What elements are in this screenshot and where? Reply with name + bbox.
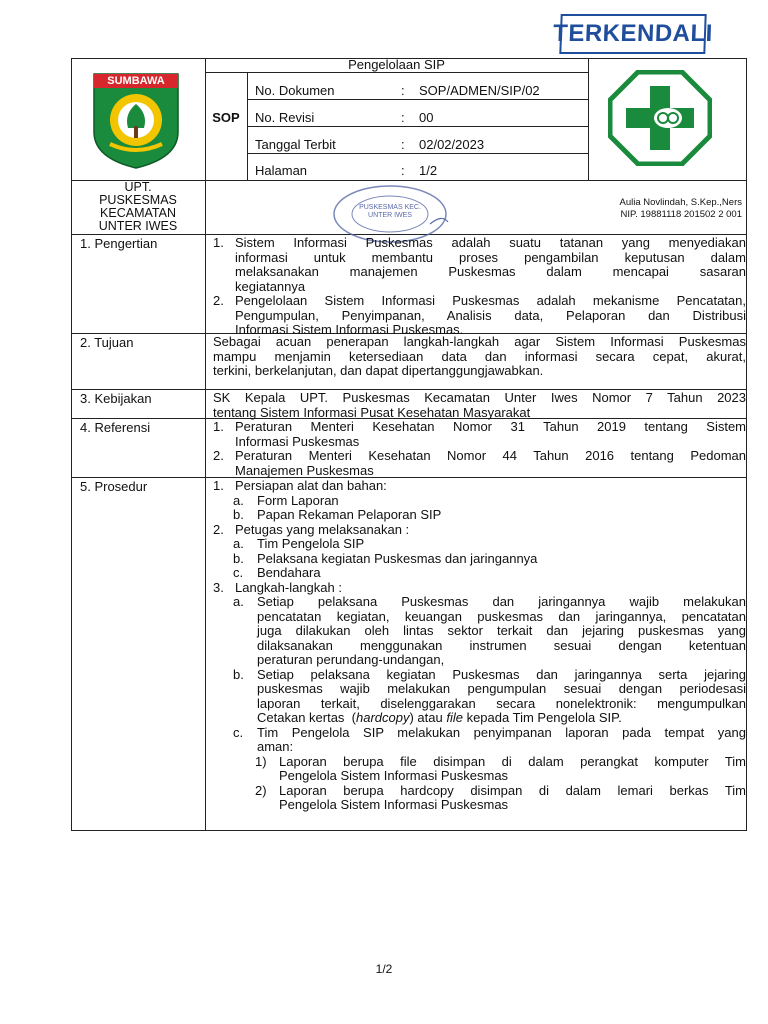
section-label-kebijakan: 3. Kebijakan [80,391,152,406]
signer-nip: NIP. 19881118 201502 2 001 [620,209,742,220]
text-line: Sistem Informasi Puskesmas adalah suatu tatanan yang menyediakan [235,235,746,250]
list-item [213,420,746,449]
text-line: Persiapan alat dan bahan: [235,478,387,493]
table-border-left [71,58,72,831]
text-line: mampu menjamin ketersediaan data dan informasi secara cepat, akurat, [213,348,746,364]
signer-block [619,197,742,221]
list-number: 1. [213,478,224,493]
text-line: Langkah-langkah : [235,579,342,595]
list-number: b. [233,507,244,522]
text-fragment-italic: hardcopy [356,710,410,725]
meta-label: No. Dokumen [255,83,335,98]
meta-sep: : [401,110,405,125]
text-line: kegiatannya [235,278,306,294]
text-line: Peraturan Menteri Kesehatan Nomor 44 Tahun 2016 tentang Pedoman [235,448,746,463]
text-fragment: Cetakan kertas ( [257,710,356,725]
kebijakan-content [213,391,746,420]
meta-value: 02/02/2023 [419,137,485,152]
list-number: 1. [213,235,224,250]
meta-value: SOP/ADMEN/SIP/02 [419,83,540,98]
org-name [71,181,205,233]
list-item [213,552,746,567]
list-number: 1) [255,753,267,769]
signer-name: Aulia Novlindah, S.Kep.,Ners [619,197,742,208]
list-item [213,726,746,755]
page-number: 1/2 [375,962,393,976]
text-line: Tim Pengelola SIP melakukan penyimpanan laporan pada tempat yang [257,724,746,740]
meta-label: Tanggal Terbit [255,137,336,152]
list-number: 2. [213,521,224,537]
list-number: a. [233,492,244,508]
org-name-line: KECAMATAN [100,206,176,220]
org-name-line: PUSKESMAS [99,193,177,207]
label-column-divider [205,58,206,831]
referensi-content [213,420,746,478]
text-line: Laporan berupa file disimpan di dalam perangkat komputer Tim [279,753,746,769]
text-fragment: kepada Tim Pengelola SIP. [462,710,622,725]
list-item [213,479,746,494]
list-item [213,449,746,478]
text-line: melaksanakan manajemen Puskesmas dalam mencapai sasaran [235,264,746,279]
text-line: tentang Sistem Informasi Pusat Kesehatan Masyarakat [213,404,531,420]
text-line: Pengelola Sistem Informasi Puskesmas [279,797,509,812]
list-item [213,595,746,668]
meta-sep: : [401,163,405,178]
tujuan-content [213,335,746,379]
text-line: laporan terkait, diselenggarakan secara nonelektronik: mengumpulkan [257,695,746,711]
meta-label: Halaman [255,163,308,178]
text-line: terkini, berkelanjutan, dan dapat dipertanggungjawabkan. [213,363,544,378]
text-line: aman: [257,739,294,754]
text-line: puskesmas wajib melakukan pengumpulan sesuai dengan periodesasi [257,681,746,696]
list-item [213,508,746,523]
text-line: Manajemen Puskesmas [235,462,374,478]
section-label-tujuan: 2. Tujuan [80,335,134,350]
list-item [213,784,746,813]
text-line: Setiap pelaksana kegiatan Puskesmas dan jaringannya serta jejaring [257,666,746,682]
document-title: Pengelolaan SIP [348,57,445,72]
title-row-divider [205,72,588,73]
meta-value: 00 [419,110,434,125]
sumbawa-logo-text: SUMBAWA [107,75,165,87]
list-item [213,566,746,581]
text-line: informasi untuk membantu proses pengambilan keputusan dalam [235,249,746,265]
list-item [213,668,746,726]
table-border-right [746,58,747,831]
text-line: Tim Pengelola SIP [257,536,365,551]
text-line: Informasi Sistem Informasi Puskesmas. [235,322,464,337]
seal-text: PUSKESMAS KEC. UNTER IWES [359,204,421,219]
text-line: Bendahara [257,565,321,580]
section-label-pengertian: 1. Pengertian [80,236,158,251]
section-label-referensi: 4. Referensi [80,420,151,435]
text-line: Laporan berupa hardcopy disimpan di dalam lemari berkas Tim [279,782,746,798]
list-number: a. [233,536,244,551]
list-number: b. [233,666,244,682]
meta-sep: : [401,83,405,98]
terkendali-stamp: TERKENDALI [559,14,706,54]
list-item [213,755,746,784]
meta-sep: : [401,137,405,152]
list-number: 1. [213,419,224,434]
list-number: b. [233,550,244,566]
table-border-bottom [71,830,747,831]
sumbawa-logo [90,70,182,170]
text-line: Pengelola Sistem Informasi Puskesmas [279,768,509,783]
org-name-line: UPT. [124,180,152,194]
text-fragment: ) atau [409,710,447,725]
text-line: Pengumpulan, Penyimpanan, Analisis data, Pelaporan dan Distribusi [235,307,746,323]
text-line: Setiap pelaksana Puskesmas dan jaringannya wajib melakukan [257,594,746,609]
logo-column-divider [588,58,589,180]
section-label-prosedur: 5. Prosedur [80,479,148,494]
text-line: peraturan perundang-undangan, [257,652,445,667]
list-item [213,537,746,552]
text-line: Informasi Puskesmas [235,433,360,449]
text-line: Pelaksana kegiatan Puskesmas dan jaringannya [257,550,538,566]
text-line: SK Kepala UPT. Puskesmas Kecamatan Unter Iwes Nomor 7 Tahun 2023 [213,390,746,405]
list-number: 2) [255,782,267,798]
org-name-line: UNTER IWES [98,219,178,233]
text-line: Sebagai acuan penerapan langkah-langkah agar Sistem Informasi Puskesmas [213,334,746,349]
pengertian-content [213,236,746,338]
list-item [213,236,746,294]
text-line: Peraturan Menteri Kesehatan Nomor 31 Tahun 2019 tentang Sistem [235,419,746,434]
text-fragment-italic: file [446,710,463,725]
list-number: a. [233,594,244,609]
text-line: Pengelolaan Sistem Informasi Puskesmas adalah mekanisme Pencatatan, [235,293,746,308]
sop-label: SOP [212,110,240,125]
meta-value: 1/2 [419,163,438,178]
sop-column-divider [247,72,248,180]
puskesmas-logo [608,70,712,166]
text-line: pencatatan kegiatan, keuangan puskesmas dan jaringannya, pencatatan [257,608,746,624]
list-number: 3. [213,579,224,595]
text-line: Papan Rekaman Pelaporan SIP [257,507,442,522]
list-number: c. [233,565,244,580]
list-item [213,523,746,538]
text-line: Petugas yang melaksanakan : [235,521,410,537]
list-item [213,581,746,596]
prosedur-content [213,479,746,813]
list-number: c. [233,724,244,740]
list-number: 2. [213,293,224,308]
text-line: dilaksanakan menggunakan instrumen sesuai dengan ketentuan [257,637,746,653]
text-line: Form Laporan [257,492,339,508]
text-line: juga dilakukan oleh lintas sektor terkait dan jejaring puskesmas yang [257,623,746,638]
meta-label: No. Revisi [255,110,315,125]
list-number: 2. [213,448,224,463]
list-item [213,494,746,509]
text-line [257,711,746,726]
list-item [213,294,746,338]
